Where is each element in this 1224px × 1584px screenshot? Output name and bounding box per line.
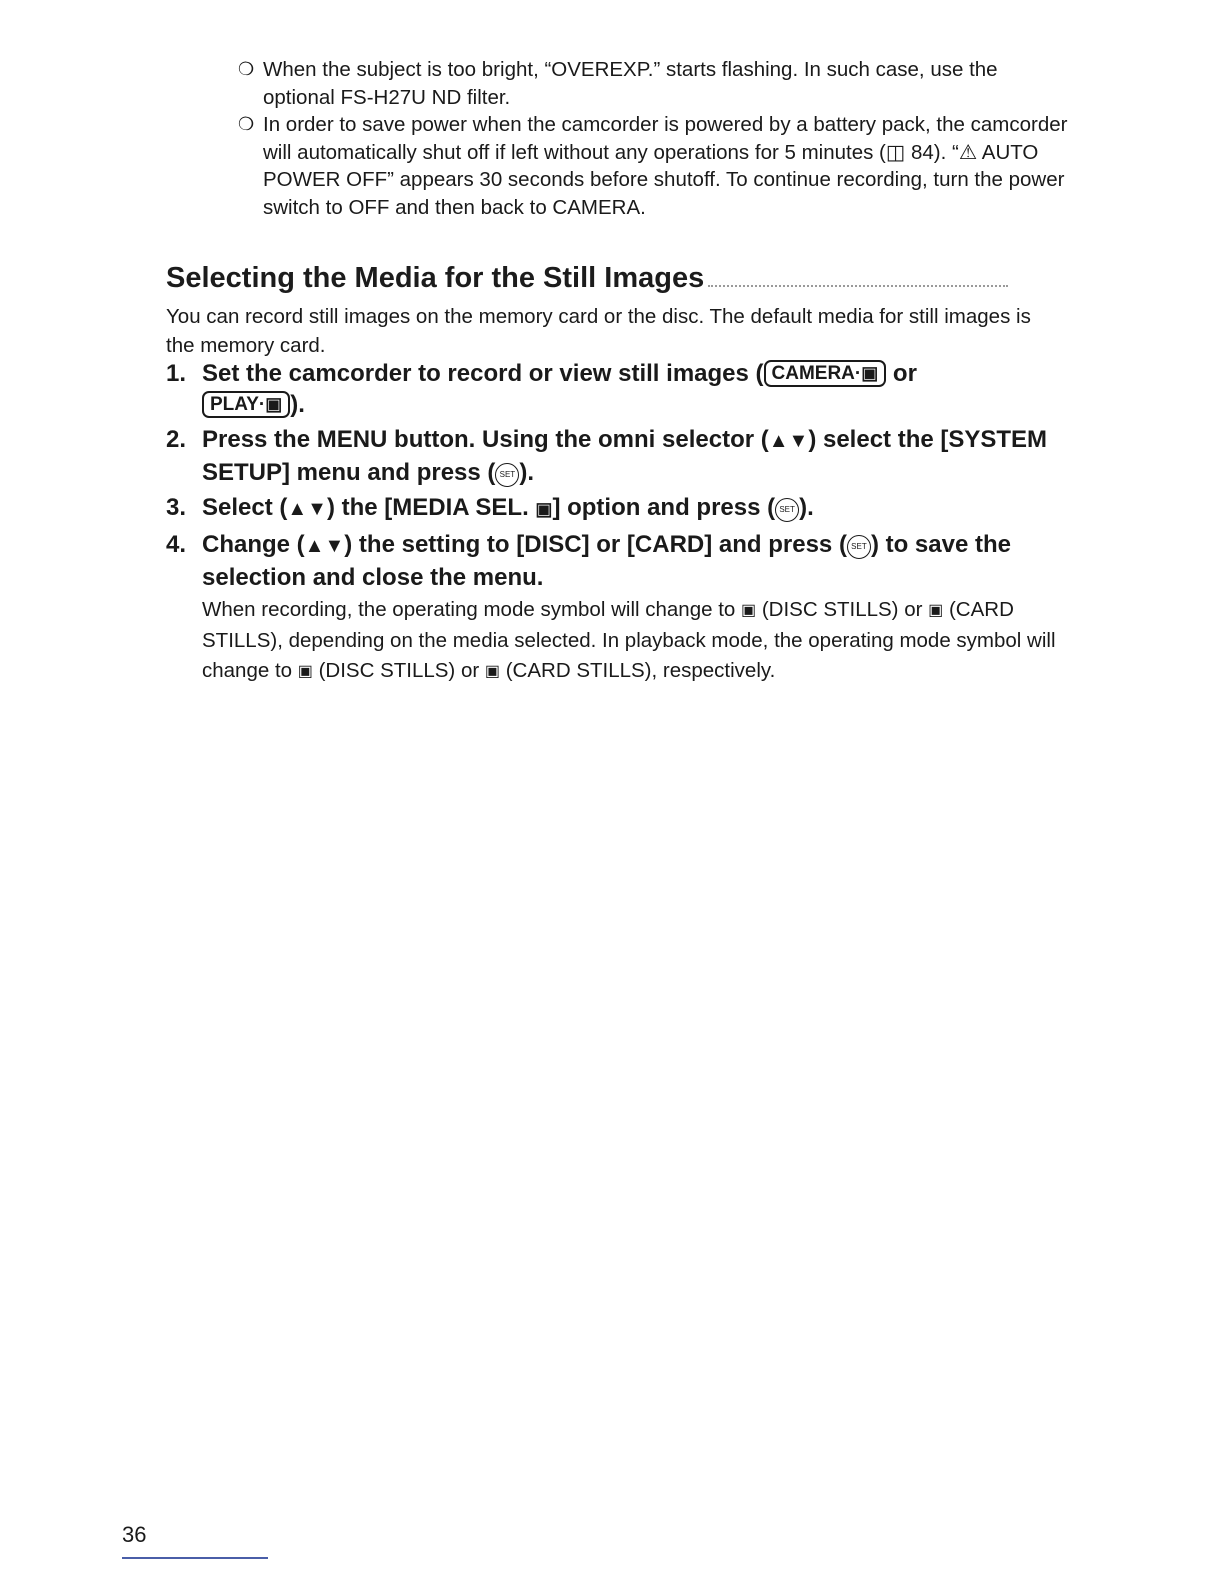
up-down-arrows-icon: ▲▼: [304, 535, 345, 557]
note-text-continued: AUTO POWER OFF” appears 30 seconds before shutoff. To continue recording, turn the power switch to OFF and then back to CAMERA.: [263, 140, 1065, 219]
step-1: [166, 358, 1056, 420]
section-title: [166, 262, 1061, 295]
badge-label: PLAY·: [210, 394, 266, 415]
step-4-description: [202, 595, 1056, 687]
note-auto-power-off: [238, 111, 1068, 221]
section-title-text: Selecting the Media for the Still Images: [166, 262, 705, 294]
page-number: 36: [122, 1522, 147, 1547]
step-3: [166, 492, 1056, 525]
book-icon: ◫: [885, 140, 906, 164]
step-text: ).: [290, 391, 305, 418]
camera-icon: ▣: [265, 394, 283, 414]
warning-icon: ⚠: [958, 140, 978, 164]
badge-label: CAMERA·: [771, 363, 862, 384]
circle-bullet-icon: ❍: [238, 59, 255, 79]
desc-text: (CARD STILLS), depending on the media selected. In playback mode, the operating mode symbol will change to: [202, 598, 1056, 682]
disc-stills-icon: ▣: [741, 602, 757, 619]
step-text: ).: [799, 494, 814, 521]
up-down-arrows-icon: ▲▼: [768, 430, 809, 452]
steps-list: [166, 358, 1056, 691]
desc-text: When recording, the operating mode symbol will change to: [202, 598, 741, 621]
step-text: or: [886, 360, 917, 387]
note-overexposure: [238, 56, 1068, 111]
set-button-icon: SET: [847, 535, 871, 559]
camera-mode-badge: [764, 360, 887, 387]
note-text: In order to save power when the camcorder is powered by a battery pack, the camcorder will automatically shut off if left without any operations for 5 minutes (: [263, 113, 1068, 164]
intro-paragraph: You can record still images on the memory card or the disc. The default media for still images is the memory card.: [166, 305, 1031, 357]
set-button-icon: SET: [775, 498, 799, 522]
camera-icon: ▣: [535, 499, 553, 519]
set-button-icon: SET: [495, 463, 519, 487]
play-mode-badge: [202, 391, 290, 418]
disc-stills-play-icon: ▣: [297, 663, 313, 680]
camera-icon: ▣: [861, 363, 879, 383]
footer-rule: [122, 1557, 268, 1559]
desc-text: (CARD STILLS), respectively.: [500, 659, 776, 682]
desc-text: (DISC STILLS) or: [756, 598, 929, 621]
step-4: [166, 529, 1056, 687]
step-text: ] option and press (: [552, 494, 776, 521]
title-dotted-rule: [708, 284, 1008, 287]
step-text: ).: [519, 459, 535, 486]
step-number: 1.: [166, 360, 187, 387]
step-text: Set the camcorder to record or view still images (: [202, 360, 764, 387]
step-number: 4.: [166, 531, 187, 558]
step-text: Change (: [202, 531, 305, 558]
step-number: 3.: [166, 494, 187, 521]
circle-bullet-icon: ❍: [238, 114, 255, 134]
step-text: Select (: [202, 494, 288, 521]
note-text: When the subject is too bright, “OVEREXP.” starts flashing. In such case, use the optional FS-H27U ND filter.: [263, 58, 998, 109]
step-text: ) the [MEDIA SEL.: [326, 494, 536, 521]
card-stills-icon: ▣: [928, 602, 944, 619]
step-text: ) select the [SYSTEM SETUP] menu and press (: [202, 426, 1048, 486]
step-text: Press the MENU button. Using the omni selector (: [202, 426, 769, 453]
step-2: [166, 424, 1056, 488]
up-down-arrows-icon: ▲▼: [287, 498, 327, 520]
page-reference: 84). “: [905, 140, 959, 164]
step-text: ) to save the selection and close the menu.: [202, 531, 1011, 591]
step-text: ) the setting to [DISC] or [CARD] and press (: [344, 531, 847, 558]
card-stills-play-icon: ▣: [484, 663, 501, 680]
desc-text: (DISC STILLS) or: [312, 659, 485, 682]
notes-list: [238, 56, 1068, 221]
step-number: 2.: [166, 426, 187, 453]
